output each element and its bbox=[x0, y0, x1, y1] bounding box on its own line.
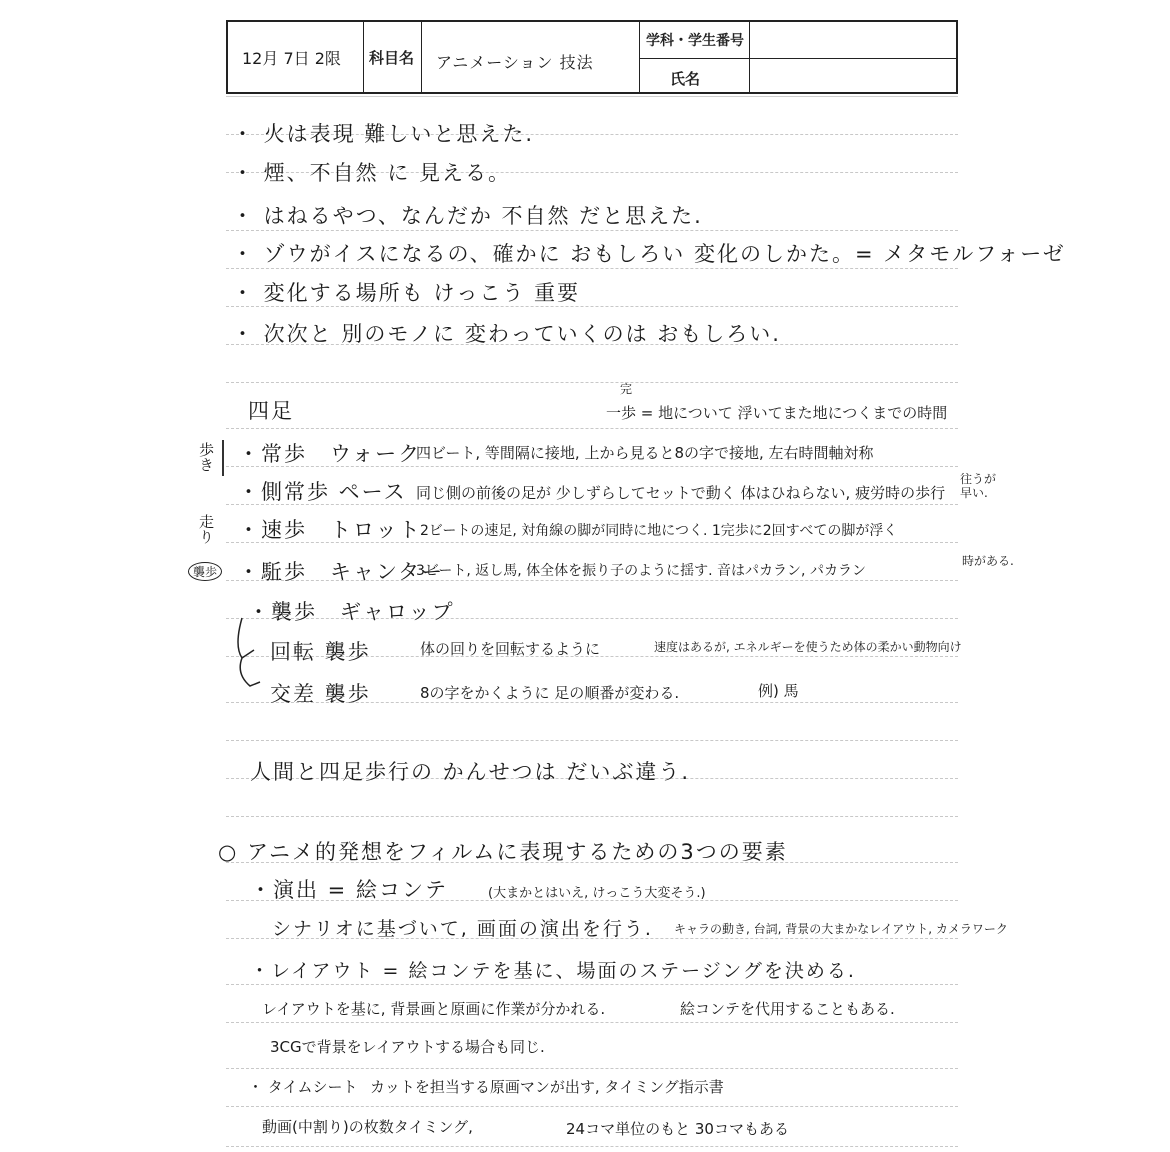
subject-value: アニメーション 技法 bbox=[436, 53, 594, 72]
gait-note: 往うが 早い. bbox=[960, 472, 997, 500]
rule-line bbox=[226, 1146, 958, 1147]
rule-line bbox=[226, 428, 958, 429]
header-row-divider bbox=[640, 58, 956, 59]
element-line: (大まかとはいえ, けっこう大変そう.) bbox=[488, 886, 706, 901]
gait-name: ・常歩 ウォーク bbox=[238, 442, 422, 466]
gait-name: 回転 襲歩 bbox=[270, 640, 371, 664]
branch-arrow-icon bbox=[232, 616, 272, 696]
rule-line bbox=[226, 1022, 958, 1023]
rule-line bbox=[226, 268, 958, 269]
element-line: 24コマ単位のもと 30コマもある bbox=[566, 1120, 789, 1138]
date-cell bbox=[228, 22, 364, 92]
note-line: ・ 煙、不自然 に 見える。 bbox=[232, 161, 512, 185]
element-line: ・演出 = 絵コンテ bbox=[250, 878, 448, 902]
note-line: ・ 変化する場所も けっこう 重要 bbox=[232, 281, 581, 305]
gait-desc: 3ビート, 返し馬, 体全体を振り子のように揺す. 音はパカラン, パカラン bbox=[416, 563, 866, 579]
gait-note: 例) 馬 bbox=[758, 682, 799, 700]
elements-title: ○ アニメ的発想をフィルムに表現するための3つの要素 bbox=[218, 840, 788, 864]
date-text: 12月 7日 2限 bbox=[242, 49, 341, 68]
rule-line bbox=[226, 1068, 958, 1069]
rule-line bbox=[226, 1106, 958, 1107]
gait-name: ・襲歩 ギャロップ bbox=[248, 600, 455, 624]
gait-desc: 2ビートの速足, 対角線の脚が同時に地につく. 1完歩に2回すべての脚が浮く bbox=[420, 523, 898, 539]
rule-line bbox=[226, 984, 958, 985]
side-label-gallop: 襲歩 bbox=[188, 562, 222, 581]
side-label-walk: 歩き bbox=[197, 442, 215, 472]
step-definition: 一歩 = 地について 浮いてまた地につくまでの時間 bbox=[606, 404, 948, 422]
element-line: ・レイアウト = 絵コンテを基に、場面のステージングを決める. bbox=[250, 960, 856, 982]
element-line: カットを担当する原画マンが出す, タイミング指示書 bbox=[370, 1078, 724, 1096]
rule-line bbox=[226, 816, 958, 817]
element-line: レイアウトを基に, 背景画と原画に作業が分かれる. bbox=[262, 1000, 606, 1018]
value-column bbox=[750, 22, 960, 92]
element-line: 3CGで背景をレイアウトする場合も同じ. bbox=[270, 1038, 545, 1056]
note-line: ・ 次次と 別のモノに 変わっていくのは おもしろい. bbox=[232, 322, 781, 346]
name-label: 氏名 bbox=[670, 71, 701, 88]
note-line: ・ はねるやつ、なんだか 不自然 だと思えた. bbox=[232, 204, 703, 228]
side-bracket bbox=[222, 440, 224, 476]
label-column bbox=[640, 22, 750, 92]
rule-line bbox=[226, 740, 958, 741]
gait-note: 時がある. bbox=[962, 554, 1014, 568]
element-line: 動画(中割り)の枚数タイミング, bbox=[262, 1118, 473, 1136]
rule-line bbox=[226, 230, 958, 231]
note-line: ・ ゾウがイスになるの、確かに おもしろい 変化のしかた。= メタモルフォーゼ bbox=[232, 242, 1066, 266]
note-line: ・ 火は表現 難しいと思えた. bbox=[232, 122, 535, 146]
rule-line bbox=[226, 96, 958, 97]
quad-summary: 人間と四足歩行の かんせつは だいぶ違う. bbox=[250, 760, 691, 784]
element-line: ・ タイムシート bbox=[248, 1078, 358, 1096]
gait-name: ・側常歩 ペース bbox=[238, 480, 407, 504]
gait-name: ・駈歩 キャンター bbox=[238, 560, 445, 584]
gait-desc: 同じ側の前後の足が 少しずらしてセットで動く 体はひねらない, 疲労時の歩行 bbox=[416, 484, 946, 502]
side-label-run: 走り bbox=[197, 514, 215, 544]
gait-note: 速度はあるが, エネルギーを使うため体の柔かい動物向け bbox=[654, 640, 962, 654]
gait-desc: 8の字をかくように 足の順番が変わる. bbox=[420, 684, 680, 702]
gait-name: ・速歩 トロット bbox=[238, 518, 422, 542]
gait-name: 交差 襲歩 bbox=[270, 682, 371, 706]
quad-heading: 四足 bbox=[248, 399, 294, 423]
rule-line bbox=[226, 382, 958, 383]
subject-value-cell bbox=[422, 22, 640, 92]
subject-label: 科目名 bbox=[369, 50, 415, 67]
header-table bbox=[226, 20, 958, 94]
element-line: 絵コンテを代用することもある. bbox=[680, 1000, 895, 1018]
gait-desc: 体の回りを回転するように bbox=[420, 640, 601, 658]
element-line: シナリオに基づいて, 画面の演出を行う. bbox=[272, 918, 653, 940]
subject-label-cell bbox=[364, 22, 422, 92]
kan-mark: 完 bbox=[620, 382, 633, 396]
dept-label: 学科・学生番号 bbox=[646, 32, 744, 48]
element-line: キャラの動き, 台詞, 背景の大まかなレイアウト, カメラワーク bbox=[674, 922, 1008, 936]
gait-desc: 四ビート, 等間隔に接地, 上から見ると8の字で接地, 左右時間軸対称 bbox=[416, 444, 874, 462]
